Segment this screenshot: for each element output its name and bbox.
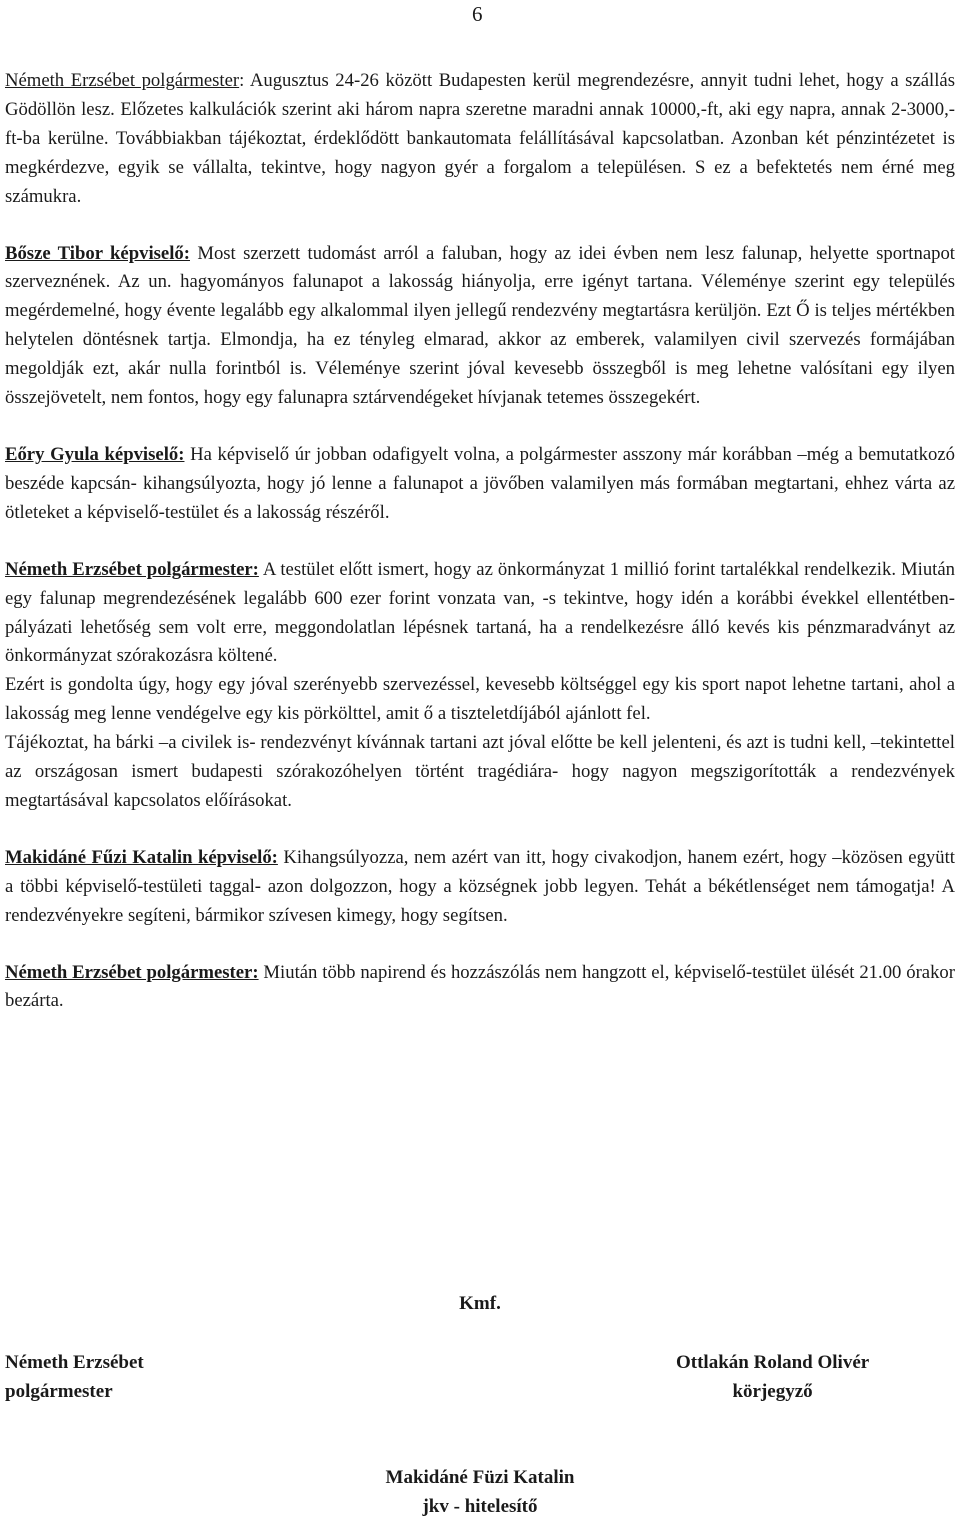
paragraph-3	[5, 441, 955, 528]
speaker-name: Eőry Gyula képviselő:	[5, 443, 185, 465]
paragraph-text: Ha képviselő úr jobban odafigyelt volna, a polgármester asszony már korábban –még a bemutatkozó beszéde kapcsán- kihangsúlyozta, hogy jó lenne a falunapot a jövőben valamilyen más formában megtartani, ehhez várta az ötleteket a képviselő-testület és a lakosság részéről.	[5, 443, 956, 523]
paragraph-text: Kihangsúlyozza, nem azért van itt, hogy civakodjon, hanem ezért, hogy –közösen együtt a többi képviselő-testületi taggal- azon dolgozzon, hogy a községnek jobb legyen. Tehát a békétlenséget nem támogatja! A rendezvényekre segíteni, bármikor szívesen kimegy, hogy segítsen.	[5, 846, 956, 926]
minutes-body	[5, 67, 955, 1016]
paragraph-text: Miután több napirend és hozzászólás nem hangzott el, képviselő-testület ülését 21.00 órakor bezárta.	[5, 961, 955, 1012]
speaker-name: Németh Erzsébet polgármester:	[5, 558, 259, 580]
signature-notary	[676, 1348, 869, 1406]
paragraph-text: A testület előtt ismert, hogy az önkormányzat 1 millió forint tartalékkal rendelkezik. Miután egy falunap megrendezésének legalább 600 ezer forint vonzata van, -s tekintve, hogy idén a korábbi évekkel ellentétben- pályázati lehetőség sem volt erre, meggondolatlan lépésnek tartaná, ha a rendelkezésre álló kevés kis pénzmaradványt az önkormányzat szórakozásra költené.	[5, 558, 955, 667]
paragraph-6	[5, 729, 955, 816]
paragraph-text: Ezért is gondolta úgy, hogy egy jóval szerényebb szervezéssel, kevesebb költséggel egy kis sport napot lehetne tartani, ahol a lakosság meg lenne vendégelve egy kis pörkölttel, amit ő a tiszteletdíjából ajánlott fel.	[5, 674, 955, 725]
page-number: 6	[472, 2, 483, 26]
paragraph-text: Augusztus 24-26 között Budapesten kerül megrendezésre, annyit tudni lehet, hogy a szállás Gödöllön lesz. Előzetes kalkulációk szerint aki három napra szeretne maradni annak 10000,-ft, aki egy napra, annak 2-3000,-ft-ba kerülne. Továbbiakban tájékoztat, érdeklődött bankautomata felállításával kapcsolatban. Azonban két pénzintézetet is megkérdezve, egyik se vállalta, tekintve, hogy nagyon gyér a forgalom a településen. S ez a befektetés nem érné meg számukra.	[5, 70, 955, 207]
signatory-name: Ottlakán Roland Olivér	[676, 1352, 870, 1373]
paragraph-4	[5, 556, 955, 672]
signatory-name: Németh Erzsébet	[5, 1352, 144, 1373]
paragraph-1	[5, 67, 955, 212]
speaker-name: Németh Erzsébet polgármester	[5, 70, 240, 91]
signatory-title: körjegyző	[732, 1381, 813, 1402]
speaker-name: Németh Erzsébet polgármester:	[5, 961, 259, 983]
paragraph-8	[5, 959, 955, 1017]
speaker-separator: :	[239, 70, 250, 91]
paragraph-text: Most szerzett tudomást arról a faluban, hogy az idei évben nem lesz falunap, helyette sportnapot szerveznének. Az un. hagyományos falunapot a lakosság hiányolja, erre igényt tartana. Véleménye szerint egy település megérdemelné, hogy évente legalább egy alkalommal ilyen jellegű rendezvény megtartásra kerüljön. Ezt Ő is teljes mértékben helytelen döntésnek tartja. Elmondja, ha ez tényleg elmarad, akkor az emberek, valamilyen civil szervezés formájában megoldják ezt, akár nulla forintból is. Véleménye szerint jóval kevesebb összegből is meg lehetne valósítani egy ilyen összejövetelt, nem fontos, hogy egy falunapra sztárvendégeket hívjanak tetemes összegekért.	[5, 242, 955, 409]
kmf-label: Kmf.	[459, 1293, 501, 1314]
signatory-name: Makidáné Füzi Katalin	[385, 1467, 575, 1488]
speaker-name: Bősze Tibor képviselő:	[5, 242, 190, 264]
paragraph-2	[5, 240, 955, 413]
signatory-title: polgármester	[5, 1381, 113, 1402]
signature-authenticator	[0, 1463, 960, 1521]
paragraph-7	[5, 844, 955, 931]
paragraph-5	[5, 671, 955, 729]
paragraph-text: Tájékoztat, ha bárki –a civilek is- rendezvényt kívánnak tartani azt jóval előtte be kell jelenteni, és azt is tudni kell, –tekintettel az országosan ismert budapesti szórakozóhelyen történt tragédiára- hogy nagyon megszigorították a rendezvények megtartásával kapcsolatos előírásokat.	[5, 732, 955, 811]
signature-mayor	[5, 1348, 144, 1406]
speaker-name: Makidáné Fűzi Katalin képviselő:	[5, 846, 278, 868]
signatory-title: jkv - hitelesítő	[422, 1496, 538, 1517]
